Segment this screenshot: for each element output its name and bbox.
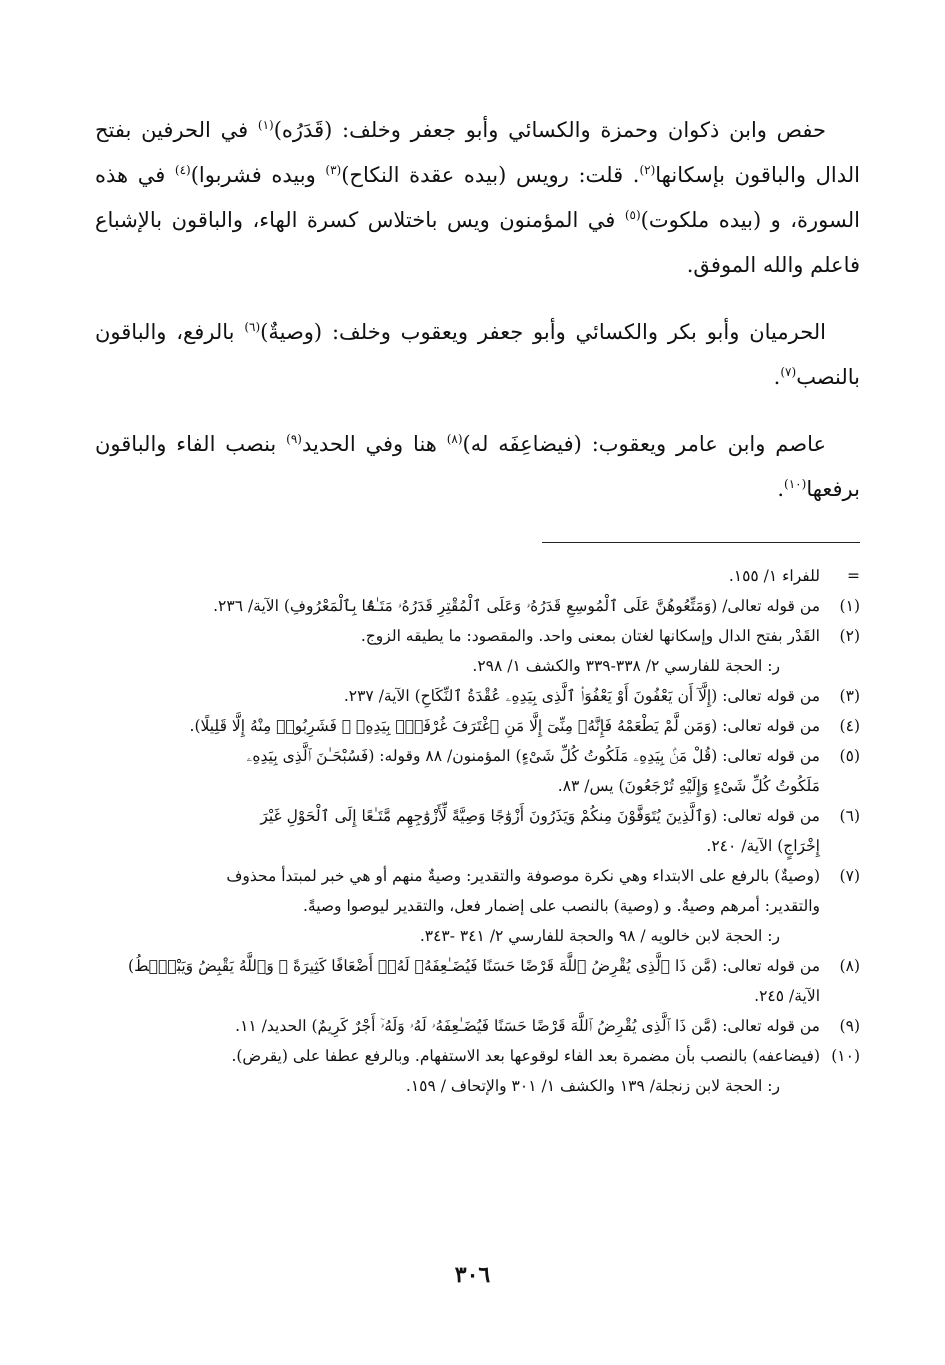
paragraph xyxy=(95,310,860,400)
text-run: في هذه السورة، و (بيده ملكوت) xyxy=(95,163,860,232)
footnote-line xyxy=(95,951,860,981)
footnote-text: مَلَكُوتُ كُلِّ شَىْءٍ وَإِلَيْهِ تُرْجَعُونَ) يس/ ٨٣. xyxy=(557,777,820,795)
footnote-text: للفراء ١/ ١٥٥. xyxy=(728,567,820,585)
footnote-reference: ر: الحجة لابن زنجلة/ ١٣٩ والكشف ١/ ٣٠١ والإتحاف / ١٥٩. xyxy=(405,1077,780,1095)
footnote-text: من قوله تعالى: (مَّن ذَا ٱلَّذِى يُقْرِضُ ٱللَّهَ قَرْضًا حَسَنًا فَيُضَـٰعِفَهُۥ لَهُۥ وَلَهُۥٓ أَجْرٌ كَرِيمٌ) الحديد/ ١١. xyxy=(235,1017,820,1035)
footnote-line xyxy=(95,801,860,831)
footnote-marker: (٢) xyxy=(639,163,656,177)
footnote-text: (وصيةٌ) بالرفع على الابتداء وهي نكرة موصوفة والتقدير: وصيةٌ منهم أو هي خبر لمبتدأ محذوف xyxy=(226,867,820,885)
footnote-line xyxy=(95,831,860,861)
text-run: هنا وفي الحديد xyxy=(301,432,447,456)
footnote-line xyxy=(95,711,860,741)
footnote-text: القَدْر بفتح الدال وإسكانها لغتان بمعنى واحد. والمقصود: ما يطيقه الزوج. xyxy=(360,627,820,645)
footnote-marker: (٦) xyxy=(244,320,261,334)
text-run: . xyxy=(773,365,781,389)
footnote-number: (٤) xyxy=(839,717,860,735)
footnote-marker: (٤) xyxy=(174,163,191,177)
footnote-marker: (٩) xyxy=(286,432,302,446)
footnote-text: والتقدير: أمرهم وصيةٌ. و (وصية) بالنصب على إضمار فعل، والتقدير ليوصوا وصيةً. xyxy=(302,897,820,915)
footnote-divider xyxy=(542,542,860,543)
footnote-number: (٨) xyxy=(839,957,860,975)
footnote-text: من قوله تعالى: (وَٱلَّذِينَ يُتَوَفَّوْنَ مِنكُمْ وَيَذَرُونَ أَزْوَٰجًا وَصِيَّةً لِّأَزْوَٰجِهِم مَّتَـٰعًا إِلَى ٱلْحَوْلِ غَيْرَ xyxy=(260,807,820,825)
footnote-line xyxy=(95,621,860,651)
footnote-number: (٦) xyxy=(839,807,860,825)
footnote-number: = xyxy=(847,567,860,585)
footnote-line xyxy=(95,771,860,801)
footnotes xyxy=(95,561,860,1101)
footnote-line xyxy=(95,741,860,771)
footnote-number: (٣) xyxy=(839,687,860,705)
footnote-line xyxy=(95,1011,860,1041)
footnote-reference: ر: الحجة للفارسي ٢/ ٣٣٨-٣٣٩ والكشف ١/ ٢٩٨. xyxy=(472,657,780,675)
footnote-text: من قوله تعالى: (مَّن ذَا ٱلَّذِى يُقْرِضُ ٱللَّهَ قَرْضًا حَسَنًا فَيُضَـٰعِفَهُۥ لَهُۥٓ أَضْعَافًا كَثِيرَةً ۚ وَٱللَّهُ يَقْبِضُ وَيَبْصُۜطُ) xyxy=(128,957,820,975)
footnote-number: (٧) xyxy=(839,867,860,885)
footnote-marker: (٣) xyxy=(325,163,342,177)
footnote-line xyxy=(95,561,860,591)
footnote-text: من قوله تعالى: (إِلَّآ أَن يَعْفُونَ أَوْ يَعْفُوَا۟ ٱلَّذِى بِيَدِهِۦ عُقْدَةُ ٱلنِّكَاحِ) الآية/ ٢٣٧. xyxy=(343,687,820,705)
page-body xyxy=(95,108,860,1101)
text-run: في المؤمنون ويس باختلاس كسرة الهاء، والباقون بالإشباع فاعلم والله الموفق. xyxy=(95,208,860,277)
text-run: الحرميان وأبو بكر والكسائي وأبو جعفر ويعقوب وخلف: (وصيةٌ) xyxy=(260,320,826,344)
footnote-reference: ر: الحجة لابن خالويه / ٩٨ والحجة للفارسي ٢/ ٣٤١ -٣٤٣. xyxy=(419,927,780,945)
text-run: . قلت: رويس (بيده عقدة النكاح) xyxy=(341,163,640,187)
main-text xyxy=(95,108,860,512)
footnote-number: (١٠) xyxy=(831,1047,860,1065)
footnote-indent xyxy=(820,771,860,801)
footnote-line xyxy=(95,861,860,891)
text-run: حفص وابن ذكوان وحمزة والكسائي وأبو جعفر وخلف: (قَدَرُه) xyxy=(273,118,826,142)
footnote-line xyxy=(95,1041,860,1071)
footnote-text: (فيضاعفه) بالنصب بأن مضمرة بعد الفاء لوقوعها بعد الاستفهام. وبالرفع عطفا على (يقرض). xyxy=(231,1047,820,1065)
footnote-marker: (٥) xyxy=(624,208,641,222)
footnote-text: من قوله تعالى: (قُلْ مَنۢ بِيَدِهِۦ مَلَكُوتُ كُلِّ شَىْءٍ) المؤمنون/ ٨٨ وقوله: (فَسُبْحَـٰنَ ٱلَّذِى بِيَدِهِۦ xyxy=(246,747,820,765)
footnote-text: من قوله تعالى/ (وَمَتِّعُوهُنَّ عَلَى ٱلْمُوسِعِ قَدَرُهُۥ وَعَلَى ٱلْمُقْتِرِ قَدَرُهُۥ مَتَـٰعًۢا بِٱلْمَعْرُوفِ) الآية/ ٢٣٦. xyxy=(213,597,820,615)
footnote-marker: (١) xyxy=(257,118,274,132)
footnote-number: (٢) xyxy=(839,627,860,645)
footnote-line xyxy=(95,891,860,921)
footnote-number: (٩) xyxy=(839,1017,860,1035)
paragraph xyxy=(95,108,860,288)
footnote-indent xyxy=(820,891,860,921)
footnote-text: الآية/ ٢٤٥. xyxy=(754,987,820,1005)
footnote-marker: (٧) xyxy=(780,365,797,379)
footnote-indent xyxy=(820,831,860,861)
footnote-line xyxy=(95,981,860,1011)
footnote-number: (٥) xyxy=(839,747,860,765)
footnote-marker: (١٠) xyxy=(784,477,807,491)
footnote-line xyxy=(95,591,860,621)
footnote-number: (١) xyxy=(839,597,860,615)
footnote-marker: (٨) xyxy=(446,432,463,446)
text-run: بالرفع، والباقون بالنصب xyxy=(95,320,860,389)
footnote-text: إِخْرَاجٍ) الآية/ ٢٤٠. xyxy=(706,837,820,855)
footnote-line xyxy=(95,681,860,711)
text-run: وبيده فشربوا) xyxy=(190,163,326,187)
text-run: في الحرفين بفتح الدال والباقون بإسكانها xyxy=(95,118,861,187)
text-run: بنصب الفاء والباقون برفعها xyxy=(95,432,860,501)
footnote-text: من قوله تعالى: (وَمَن لَّمْ يَطْعَمْهُ فَإِنَّهُۥ مِنِّىٓ إِلَّا مَنِ ٱغْتَرَفَ غُرْفَةًۢ بِيَدِهِۦ ۚ فَشَرِبُوا۟ مِنْهُ إِلَّا قَلِيلًا). xyxy=(189,717,820,735)
text-run: عاصم وابن عامر ويعقوب: (فيضاعِفَه له) xyxy=(462,432,827,456)
footnote-indent xyxy=(820,981,860,1011)
paragraph xyxy=(95,422,860,512)
text-run: . xyxy=(777,477,785,501)
page-number: ٣٠٦ xyxy=(454,1262,491,1288)
